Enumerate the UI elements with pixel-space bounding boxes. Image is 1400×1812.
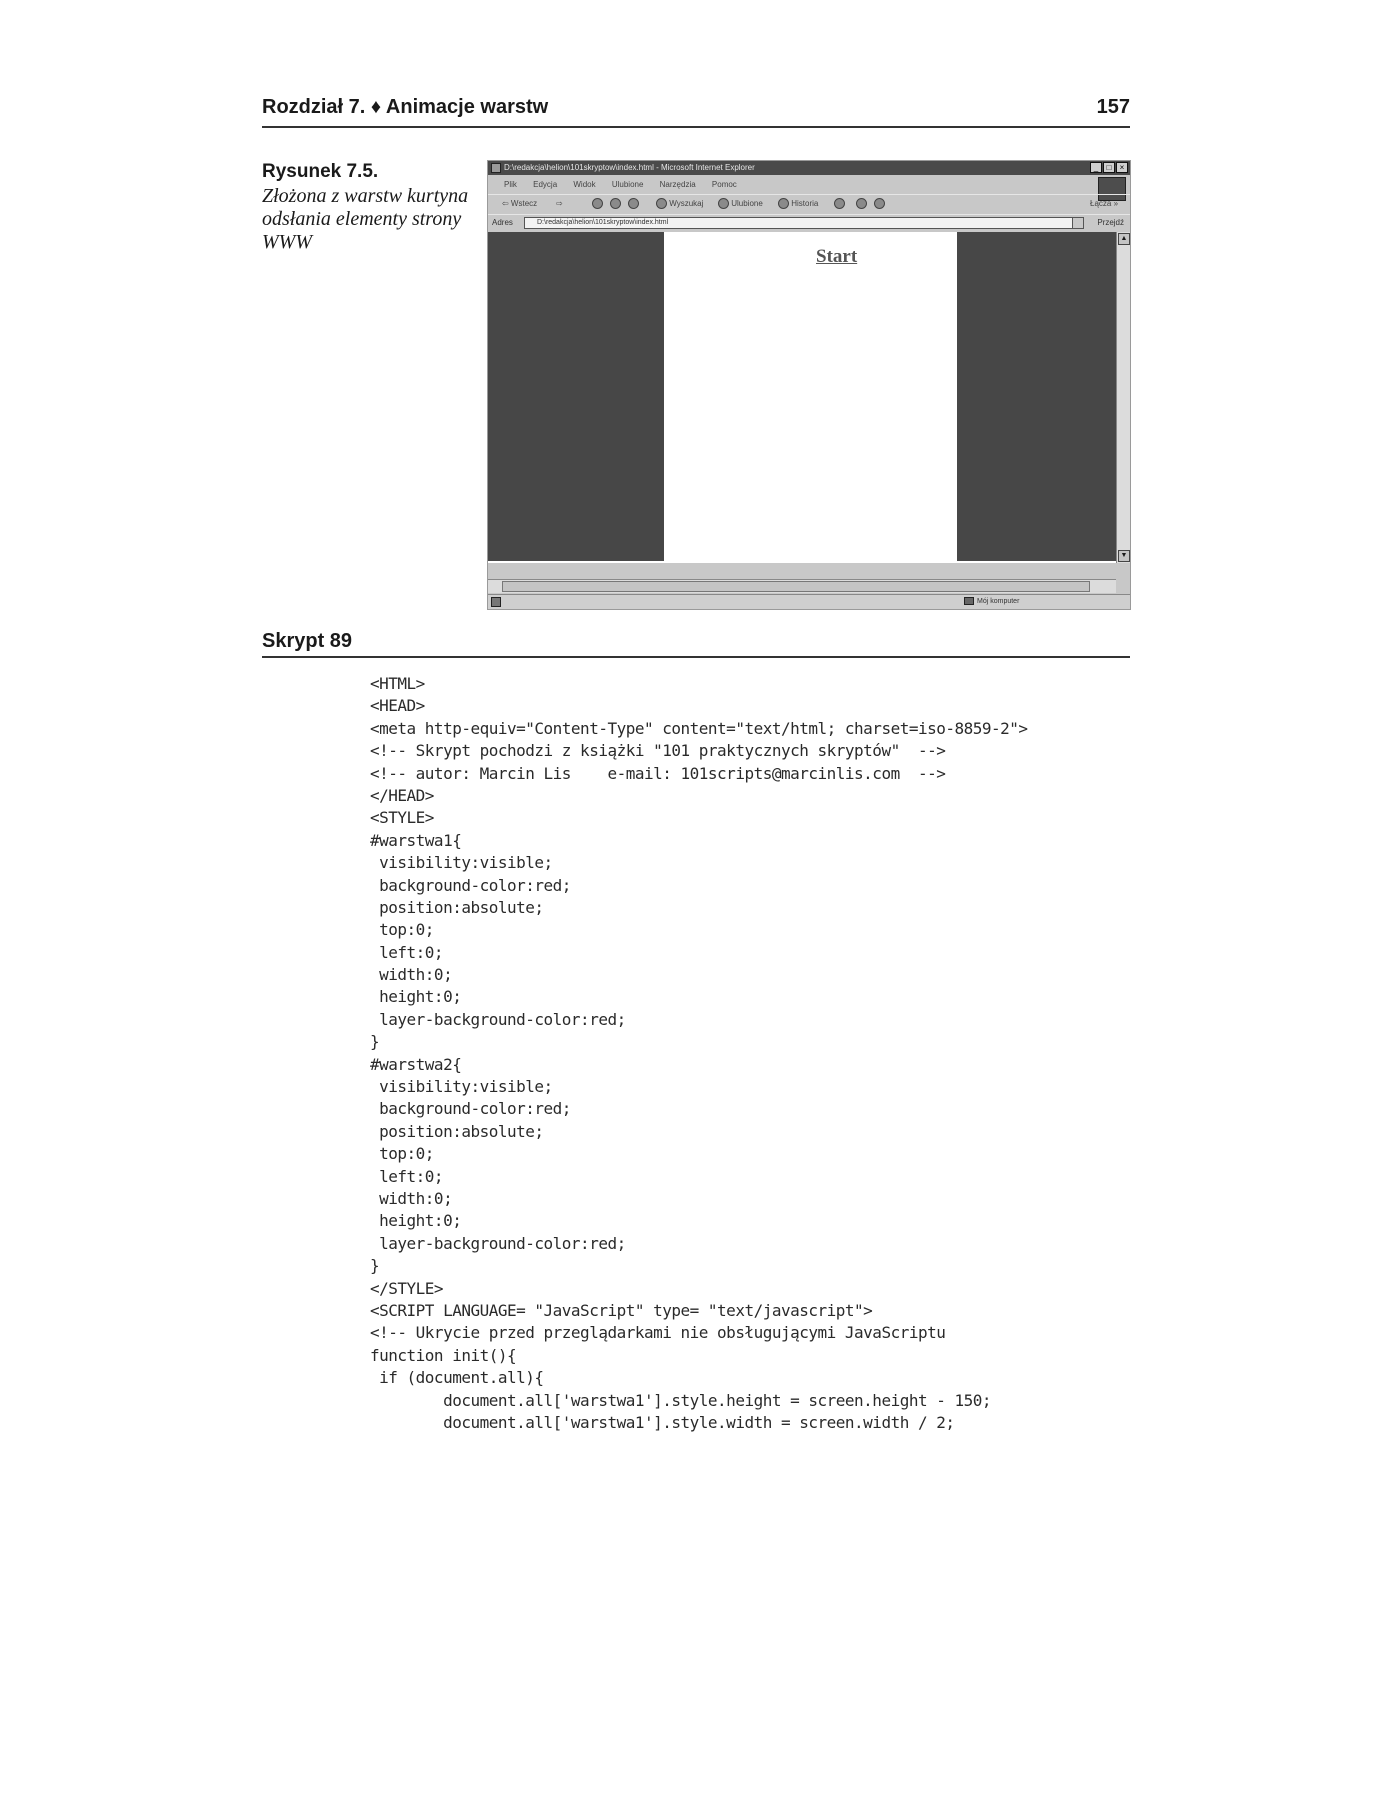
menu-item-ulubione[interactable]: Ulubione [611, 180, 644, 189]
history-icon [778, 198, 789, 209]
favorites-icon [718, 198, 729, 209]
menu-item-narzedzia[interactable]: Narzędzia [659, 180, 696, 189]
scroll-thumb[interactable] [502, 581, 1090, 592]
menu-bar [488, 176, 1130, 193]
window-titlebar [488, 161, 1130, 175]
code-line: } [370, 1032, 380, 1052]
code-line: width:0; [370, 965, 453, 985]
code-line: background-color:red; [370, 1099, 571, 1119]
scroll-down-icon[interactable]: ▼ [1118, 550, 1130, 562]
mail-icon[interactable] [834, 198, 845, 210]
code-line: <!-- Ukrycie przed przeglądarkami nie obsługującymi JavaScriptu [370, 1323, 946, 1343]
code-line: <meta http-equiv="Content-Type" content="text/html; charset=iso-8859-2"> [370, 718, 1028, 738]
code-line: top:0; [370, 1144, 434, 1164]
code-line: <HEAD> [370, 696, 425, 716]
address-input[interactable] [524, 217, 1084, 229]
security-zone [964, 597, 1019, 607]
vertical-scrollbar[interactable] [1116, 232, 1130, 563]
code-line: } [370, 1256, 380, 1276]
forward-button[interactable]: ⇨ [556, 199, 563, 208]
messenger-icon[interactable] [874, 198, 885, 210]
code-line: document.all['warstwa1'].style.height = screen.height - 150; [370, 1390, 992, 1410]
window-controls [1090, 162, 1128, 173]
refresh-icon[interactable] [610, 198, 621, 210]
menu-item-pomoc[interactable]: Pomoc [711, 180, 737, 189]
section-title: Skrypt 89 [262, 630, 353, 652]
menu-item-plik[interactable]: Plik [504, 180, 517, 189]
code-line: width:0; [370, 1188, 453, 1208]
minimize-button[interactable]: _ [1090, 162, 1102, 173]
code-line: height:0; [370, 1211, 462, 1231]
history-label: Historia [791, 199, 819, 208]
code-line: function init(){ [370, 1345, 517, 1365]
code-line: left:0; [370, 1166, 444, 1186]
code-line: height:0; [370, 987, 462, 1007]
links-button[interactable]: Łącza » [1090, 199, 1119, 208]
status-bar [488, 594, 1130, 609]
chevron-down-icon[interactable] [1072, 218, 1083, 228]
browser-toolbar [488, 194, 1130, 214]
stop-icon[interactable] [592, 198, 603, 210]
page-viewport [488, 232, 1116, 563]
code-line: document.all['warstwa1'].style.width = screen.width / 2; [370, 1412, 955, 1432]
favorites-label: Ulubione [731, 199, 763, 208]
code-line: <!-- Skrypt pochodzi z książki "101 praktycznych skryptów" --> [370, 741, 946, 761]
address-label: Adres [492, 218, 513, 227]
security-zone-label: Mój komputer [977, 598, 1020, 605]
curtain-layer-left [488, 232, 664, 561]
code-line: layer-background-color:red; [370, 1233, 626, 1253]
code-line: visibility:visible; [370, 1077, 553, 1097]
code-line: <SCRIPT LANGUAGE= "JavaScript" type= "text/javascript"> [370, 1300, 873, 1320]
menu-item-edycja[interactable]: Edycja [533, 180, 558, 189]
favorites-button[interactable] [718, 198, 763, 210]
page-status-icon [491, 597, 501, 607]
code-line: <HTML> [370, 674, 425, 693]
code-line: #warstwa2{ [370, 1054, 462, 1074]
figure-label: Rysunek 7.5. [262, 161, 379, 182]
code-listing [370, 673, 1090, 1434]
search-label: Wyszukaj [669, 199, 704, 208]
code-line: <!-- autor: Marcin Lis e-mail: 101scripts@marcinlis.com --> [370, 763, 946, 783]
home-icon[interactable] [628, 198, 639, 210]
code-line: layer-background-color:red; [370, 1009, 626, 1029]
history-button[interactable] [778, 198, 818, 210]
running-head [262, 96, 1130, 119]
code-line: position:absolute; [370, 1121, 544, 1141]
code-line: #warstwa1{ [370, 830, 462, 850]
address-bar [488, 214, 1130, 232]
code-line: visibility:visible; [370, 853, 553, 873]
figure-caption [262, 161, 472, 254]
horizontal-scrollbar[interactable] [488, 579, 1116, 593]
code-line: </HEAD> [370, 785, 434, 805]
maximize-button[interactable]: □ [1103, 162, 1115, 173]
close-button[interactable]: × [1116, 162, 1128, 173]
scroll-up-icon[interactable]: ▲ [1118, 233, 1130, 245]
print-icon[interactable] [856, 198, 867, 210]
figure-caption-text: Złożona z warstw kurtyna odsłania elementy strony WWW [262, 185, 469, 253]
back-button[interactable]: ⇦ Wstecz [502, 199, 538, 208]
window-title: D:\redakcja\helion\101skryptow\index.html - Microsoft Internet Explorer [504, 163, 755, 172]
header-rule [262, 126, 1130, 128]
address-value: D:\redakcja\helion\101skryptow\index.html [537, 219, 669, 226]
code-line: position:absolute; [370, 897, 544, 917]
ie-logo-icon [491, 163, 501, 173]
search-button[interactable] [656, 198, 703, 210]
browser-screenshot [487, 160, 1131, 610]
code-line: background-color:red; [370, 875, 571, 895]
curtain-layer-right [957, 232, 1116, 561]
start-link[interactable]: Start [816, 246, 858, 267]
code-line: if (document.all){ [370, 1368, 544, 1388]
chapter-title: Rozdział 7. ♦ Animacje warstw [262, 96, 549, 118]
code-line: </STYLE> [370, 1278, 444, 1298]
section-rule [262, 656, 1130, 658]
search-icon [656, 198, 667, 209]
go-button[interactable]: Przejdź [1097, 218, 1124, 227]
computer-icon [964, 597, 974, 605]
code-line: <STYLE> [370, 808, 434, 828]
page-number: 157 [1096, 96, 1130, 118]
menu-item-widok[interactable]: Widok [573, 180, 596, 189]
code-line: top:0; [370, 920, 434, 940]
code-line: left:0; [370, 942, 444, 962]
